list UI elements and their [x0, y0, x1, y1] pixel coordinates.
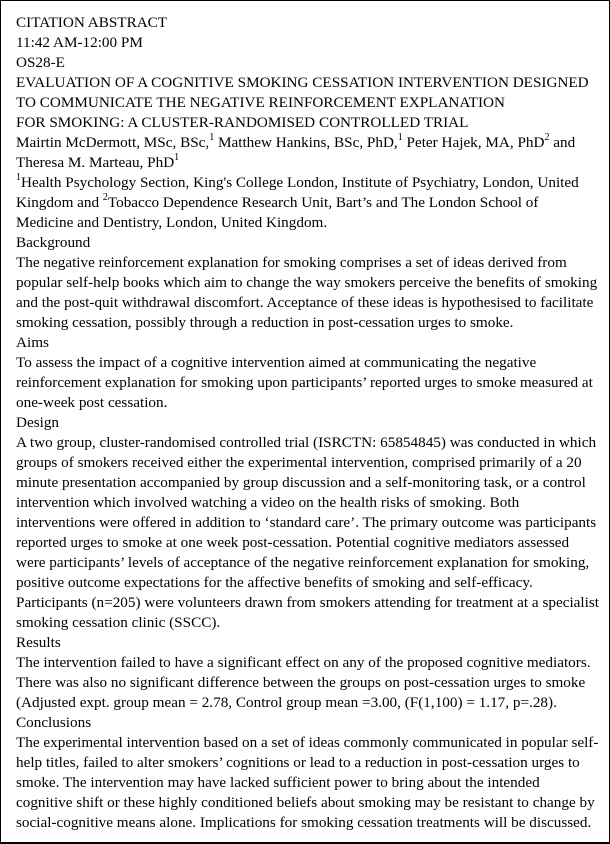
section-body: The negative reinforcement explanation for smoking comprises a set of ideas derived from popular self-help books which aim to change the way smokers perceive the benefits of smoking and the post-quit withdrawal discomfort. Acceptance of these ideas is hypothesised to facilitate smoking cessation, possibly through a reduction in post-cessation urges to smoke.	[16, 254, 598, 331]
affiliation-text: Tobacco Dependence Research Unit, Bart’s and The London School of Medicine and Dentistry, London, United Kingdom.	[16, 194, 539, 231]
author-affiliation-mark: 1	[397, 131, 403, 143]
section-body: A two group, cluster-randomised controlled trial (ISRCTN: 65854845) was conducted in which groups of smokers received either the experimental intervention, comprised primarily of a 20 minute presentation accompanied by group discussion and a self-monitoring task, or a control intervention which involved watching a video on the health risks of smoking. Both interventions were offered in addition to ‘standard care’. The primary outcome was participants reported urges to smoke at one week post-cessation. Potential cognitive mediators assessed were participants’ levels of acceptance of the negative reinforcement explanation for smoking, positive outcome expectations for the affective benefits of smoking and self-efficacy. Participants (n=205) were volunteers drawn from smokers attending for treatment at a specialist smoking cessation clinic (SSCC).	[16, 434, 599, 631]
section-body: The experimental intervention based on a set of ideas commonly communicated in popular self-help titles, failed to alter smokers’ cognitions or lead to a reduction in post-cessation urges to smoke. The intervention may have lacked sufficient power to bring about the intended cognitive shift or these highly conditioned beliefs about smoking may be resistant to change by social-cognitive means alone. Implications for smoking cessation treatments will be discussed.	[16, 734, 599, 831]
author-affiliation-mark: 2	[544, 131, 550, 143]
author-affiliation-mark: 1	[174, 151, 180, 163]
author-name: Peter Hajek, MA, PhD	[406, 134, 545, 151]
section-heading: Aims	[16, 334, 49, 351]
session-time: 11:42 AM-12:00 PM	[16, 34, 143, 51]
session-code: OS28-E	[16, 54, 65, 71]
author-affiliation-mark: 1	[209, 131, 215, 143]
section-heading: Background	[16, 234, 91, 251]
title-line: TO COMMUNICATE THE NEGATIVE REINFORCEMENT EXPLANATION	[16, 94, 505, 111]
section-heading: Design	[16, 414, 60, 431]
title-line: FOR SMOKING: A CLUSTER-RANDOMISED CONTROLLED TRIAL	[16, 114, 469, 131]
affiliation-mark: 1	[16, 171, 21, 183]
author-name: Theresa M. Marteau, PhD	[16, 154, 175, 171]
section-body: To assess the impact of a cognitive intervention aimed at communicating the negative reinforcement explanation for smoking upon participants’ reported urges to smoke measured at one-week post cessation.	[16, 354, 593, 411]
author-joiner: and	[553, 134, 576, 151]
section-design	[16, 413, 599, 633]
abstract-title	[16, 73, 599, 133]
section-body: The intervention failed to have a significant effect on any of the proposed cognitive mediators. There was also no significant difference between the groups on post-cessation urges to smoke (Adjusted expt. group mean = 2.78, Control group mean =3.00, (F(1,100) = 1.17, p=.28).	[16, 654, 591, 711]
section-heading: Results	[16, 634, 61, 651]
abstract-type: CITATION ABSTRACT	[16, 14, 168, 31]
section-results	[16, 633, 599, 713]
author-name: Mairtin McDermott, MSc, BSc,	[16, 134, 210, 151]
affiliations	[16, 173, 599, 233]
section-conclusions	[16, 713, 599, 833]
title-line: EVALUATION OF A COGNITIVE SMOKING CESSATION INTERVENTION DESIGNED	[16, 74, 589, 91]
author-name: Matthew Hankins, BSc, PhD,	[218, 134, 398, 151]
affiliation-mark: 2	[102, 191, 108, 203]
affiliation-text: Health Psychology Section, King's College London, Institute of Psychiatry, London, United Kingdom and	[16, 174, 579, 211]
section-background	[16, 233, 599, 333]
author-list	[16, 133, 599, 173]
section-heading: Conclusions	[16, 714, 92, 731]
section-aims	[16, 333, 599, 413]
